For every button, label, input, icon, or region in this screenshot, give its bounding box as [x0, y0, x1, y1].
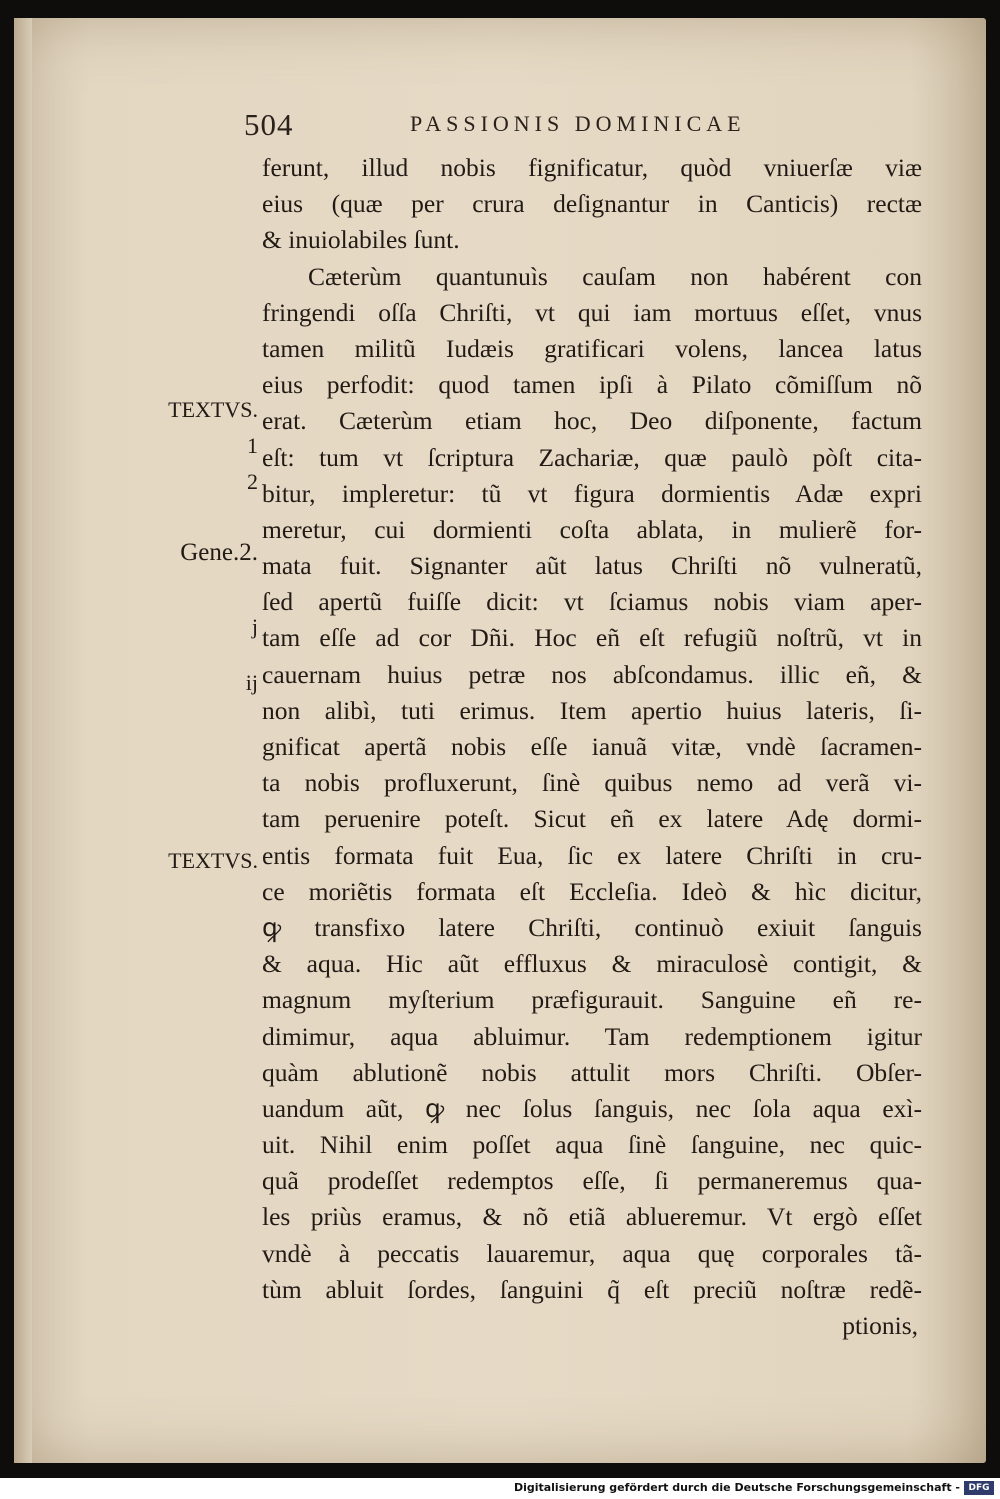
running-title: PASSIONIS DOMINICAE: [410, 111, 746, 136]
text-line: quàm ablutionẽ nobis attulit mors Chriſti. Obſer-: [262, 1057, 922, 1087]
text-line: erat. Cæterùm etiam hoc, Deo diſponente, factum: [262, 406, 922, 436]
text-line: meretur, cui dormienti coſta ablata, in mulierẽ for-: [262, 514, 922, 544]
text-line: les priùs eramus, & nõ etiã ablueremur. Vt ergò eſſet: [262, 1202, 922, 1232]
text-line: tamen militũ Iudæis gratificari volens, lancea latus: [262, 333, 922, 363]
text-line: & inuiolabiles ſunt.: [262, 225, 460, 255]
text-line: gnificat apertã nobis eſſe ianuã vitæ, vndè ſacramen-: [262, 732, 922, 761]
text-body: [262, 150, 922, 1344]
text-line: non alibì, tuti erimus. Item apertio huius lateris, ſi-: [262, 695, 922, 725]
text-line: fringendi oſſa Chriſti, vt qui iam mortuus eſſet, vnus: [262, 297, 922, 327]
text-line: tam eſſe ad cor Dñi. Hoc eñ eſt refugiũ noſtrũ, vt in: [262, 623, 922, 653]
text-line: entis formata fuit Eua, ſic ex latere Chriſti in cru-: [262, 840, 922, 870]
text-line: cauernam huius petræ nos abſcondamus. illic eñ, &: [262, 659, 922, 689]
text-line: ce moriẽtis formata eſt Eccleſia. Ideò & hìc dicitur,: [262, 876, 922, 906]
text-line: vndè à peccatis lauaremur, aqua quę corporales tã-: [262, 1238, 922, 1268]
margin-note-textus: TEXTVS.: [168, 397, 258, 422]
page-number: 504: [244, 107, 294, 142]
funding-notice: Digitalisierung gefördert durch die Deutsche Forschungsgemeinschaft -: [513, 1481, 960, 1494]
dfg-logo: DFG: [964, 1481, 994, 1495]
margin-note-textus: TEXTVS.: [168, 848, 258, 873]
text-line: mata fuit. Signanter aũt latus Chriſti nõ vulneratũ,: [262, 551, 922, 581]
text-line: & aqua. Hic aũt effluxus & miraculosè contigit, &: [262, 949, 922, 979]
catchword: ptionis,: [842, 1311, 918, 1340]
footer-bar: [0, 1478, 1000, 1499]
text-line: ſed apertũ fuiſſe dicit: vt ſciamus nobis viam aper-: [262, 587, 922, 617]
margin-note-number: 2: [247, 469, 258, 494]
text-line: magnum myſterium præfigurauit. Sanguine eñ re-: [262, 985, 922, 1015]
text-line: eius perfodit: quod tamen ipſi à Pilato cõmiſſum nõ: [262, 370, 922, 400]
text-line: tam peruenire poteſt. Sicut eñ ex latere Adę dormi-: [262, 804, 922, 834]
text-line: dimimur, aqua abluimur. Tam redemptionem igitur: [262, 1021, 922, 1051]
page-edge: [14, 18, 32, 1463]
text-line: quã prodeſſet redemptos eſſe, ſi permaneremus qua-: [262, 1166, 922, 1196]
margin-note-numeral: j: [251, 614, 258, 639]
text-line: ta nobis profluxerunt, ſinè quibus nemo ad verã vi-: [262, 768, 922, 798]
page-header: [0, 107, 1000, 147]
text-line: ferunt, illud nobis fignificatur, quòd vniuerſæ viæ: [262, 153, 922, 182]
text-line: ꝙ transfixo latere Chriſti, continuò exiuit ſanguis: [262, 912, 922, 942]
margin-note-numeral: ij: [245, 670, 258, 695]
text-line: eius (quæ per crura deſignantur in Canticis) rectæ: [262, 189, 922, 219]
margin-note-genesis: Gene.2.: [180, 539, 258, 566]
margin-note-number: 1: [247, 433, 258, 458]
text-line: tùm abluit ſordes, ſanguini q̃ eſt preciũ noſtræ redẽ-: [262, 1274, 922, 1304]
text-line: uit. Nihil enim poſſet aqua ſinè ſanguine, nec quic-: [262, 1130, 922, 1160]
text-line: eſt: tum vt ſcriptura Zachariæ, quæ paulò pòſt cita-: [262, 442, 922, 472]
text-line: uandum aũt, ꝙ nec ſolus ſanguis, nec ſola aqua exì-: [262, 1093, 922, 1123]
text-line: bitur, impleretur: tũ vt figura dormientis Adæ expri: [262, 478, 922, 508]
text-line: Cæterùm quantunuìs cauſam non habérent con: [308, 261, 922, 291]
